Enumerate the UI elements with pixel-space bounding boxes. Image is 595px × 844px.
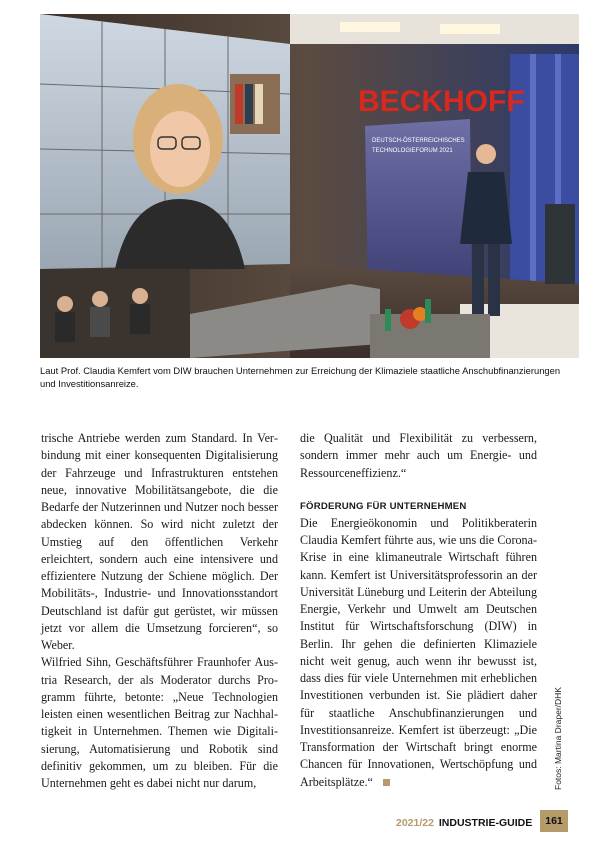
page-number: 161 [540, 810, 568, 832]
footer-year: 2021/22 [396, 817, 434, 829]
paragraph: Wilfried Sihn, Geschäftsführer Fraunhofer Austria Research, der als Moderator durchs Programm führte, betonte: „Neue Technologien leisten einen wesentlichen Beitrag zur Nachhaltigkeit in Unternehmen. Themen wie Digitalisierung, Automatisierung und Robotik sind definitiv gekommen, um zu bleiben. Für die Unternehmen geht es dabei nicht nur darum, [41, 655, 278, 790]
banner-text [372, 137, 465, 144]
banner-text-2: TECHNOLOGIEFORUM 2021 [372, 148, 453, 154]
paragraph-text: Die Energieökonomin und Politikberaterin Claudia Kemfert führte aus, wie uns die Corona-Krise in eine klimaneutrale Wirtschaft führen kann. Kemfert ist Universitätsprofessorin an der Universität Lüneburg und Leiterin der Abteilung Energie, Verkehr und Umwelt am Deutschen Institut für Wirtschaftsforschung (DIW) in Berlin. Ihr gehen die definierten Klimaziele nicht weit genug, auch wenn ihr bewusst ist, dass dies für viele Unternehmen mit erheblichen Investitionen verbunden ist. Sie plädiert daher für staatliche Anschubfinanzierungen und Investitionsanreize. Kemfert ist überzeugt: „Die Transformation der Wirtschaft bringt enorme Chancen für Innovationen, Wertschöpfung und Arbeitsplätze.“ [300, 515, 537, 789]
photo-credit: Fotos: Martina Draper/DHK [553, 687, 563, 790]
paragraph-with-endmark [300, 515, 537, 791]
event-scene [40, 14, 579, 358]
footer-guide-title: INDUSTRIE-GUIDE [438, 817, 533, 829]
photo-caption: Laut Prof. Claudia Kemfert vom DIW brauchen Unternehmen zur Erreichung der Klimaziele staatliche Anschubfinanzierungen und Investitionsanreize. [40, 365, 561, 389]
text-column-left [41, 430, 278, 792]
end-mark-icon [383, 779, 390, 786]
section-heading: FÖRDERUNG FÜR UNTERNEHMEN [300, 500, 467, 512]
text-column-right [300, 430, 537, 791]
paragraph: die Qualität und Flexibilität zu verbessern, sondern immer mehr auch um Energie- und Ressourceneffizienz.“ [300, 431, 537, 480]
banner-line: DEUTSCH-ÖSTERREICHISCHES [372, 138, 465, 144]
page-footer [396, 816, 532, 830]
article-photo [40, 14, 579, 358]
paragraph: trische Antriebe werden zum Standard. In Verbindung mit einer konsequenten Digitalisierung der Fahrzeuge und Infrastrukturen entstehen neue, innovative Mobilitätsangebote, die die Bedarfe der Nutzerinnen und Nutzer noch besser abdecken können. So wird nicht zuletzt der Umstieg auf den öffentlichen Verkehr erleichtert, sondern auch eine intensivere und effizientere Nutzung der Schiene möglich. Der Mobilitäts-, Industrie- und Innovationsstandort Deutschland ist dafür gut gerüstet, wir müssen jetzt vor allem die Umsetzung forcieren“, so Weber. [41, 431, 278, 652]
beckhoff-sign: BECKHOFF [358, 85, 525, 118]
